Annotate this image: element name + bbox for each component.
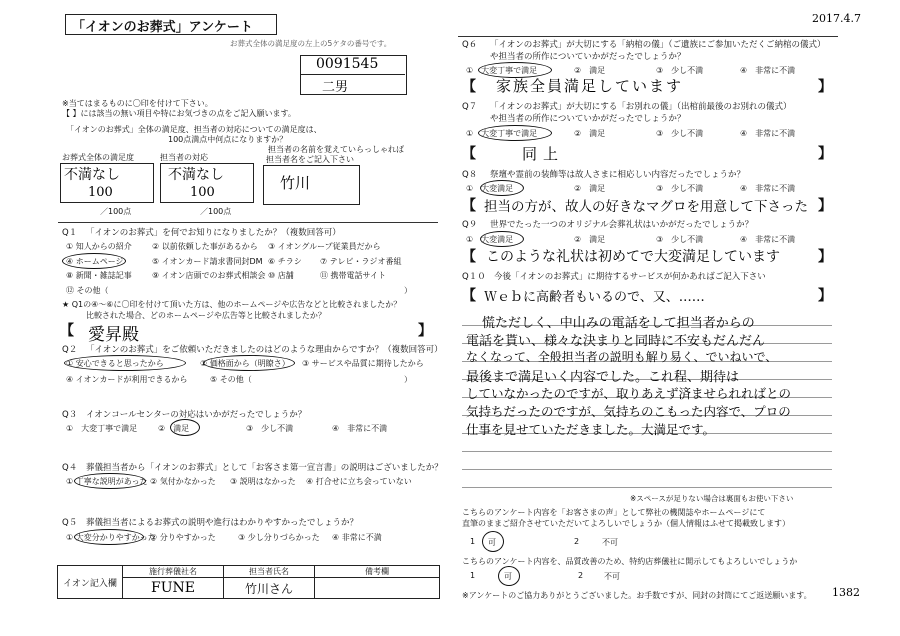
staff-name-box[interactable] <box>263 165 360 205</box>
consent2-n2: 2 <box>578 571 584 580</box>
relation: 二男 <box>322 80 349 95</box>
q1-option-6[interactable]: ⑥ チラシ <box>268 257 302 266</box>
overall-comment: 不満なし <box>64 167 120 183</box>
q7-option-2[interactable]: ② 満足 <box>574 129 606 138</box>
q1-selected-mark <box>62 253 126 269</box>
q1-number: Q１ <box>62 228 78 238</box>
q2-option-4[interactable]: ④ イオンカードが利用できるから <box>66 375 188 384</box>
comment-line-6: 気持ちだったのですが、気持ちのこもった内容で、プロの <box>466 404 791 419</box>
staff-name-header: 担当者氏名 <box>224 566 315 578</box>
q9-option-4[interactable]: ④ 非常に不満 <box>740 235 796 244</box>
q5-option-4[interactable]: ④ 非常に不満 <box>332 533 382 542</box>
q7-option-3[interactable]: ③ 少し不満 <box>656 129 704 138</box>
q6-text: 「イオンのお葬式」が大切にする「納棺の儀」（ご遺族にご参加いただくご納棺の儀式） <box>490 40 826 50</box>
consent1-yes[interactable]: 可 <box>488 538 496 547</box>
q8-option-2[interactable]: ② 満足 <box>574 184 606 193</box>
q4-selected-mark <box>74 473 146 489</box>
overall-score-value: 100 <box>88 185 113 200</box>
remarks-header: 備考欄 <box>315 566 440 578</box>
q4-number: Q４ <box>62 463 78 473</box>
q1-option-4[interactable]: ④ ホームページ <box>66 257 124 266</box>
entry-label: イオン記入欄 <box>58 566 123 599</box>
consent1-n1: 1 <box>470 537 476 546</box>
remarks-value[interactable] <box>315 578 440 599</box>
overall-unit: ／100点 <box>100 207 132 216</box>
q5-option-3[interactable]: ③ 少し分りづらかった <box>238 533 320 542</box>
q5-option-1[interactable]: ① 大変分かりやすかった <box>66 533 156 542</box>
q3-selected-mark <box>170 419 200 436</box>
note-2: 【 】には該当の無い項目や特にお気づきの点をご記入願います。 <box>62 109 296 118</box>
q2-option-2[interactable]: ② 価格面から（明瞭さ） <box>200 359 290 368</box>
q4-option-1[interactable]: ① 丁寧な説明があった <box>66 477 148 486</box>
aeon-entry-table <box>57 565 440 599</box>
q1-option-9[interactable]: ⑨ イオン店頭でのお葬式相談会 <box>152 271 266 280</box>
q9-option-3[interactable]: ③ 少し不満 <box>656 235 704 244</box>
consent1-text-2: 直筆のままご紹介させていただいてよろしいでしょうか（個人情報はふせて掲載致します） <box>462 519 790 528</box>
q1-option-8[interactable]: ⑧ 新聞・雑誌記事 <box>66 271 132 280</box>
q4-option-4[interactable]: ④ 打合せに立ち会っていない <box>306 477 412 486</box>
consent2-text: こちらのアンケート内容を、品質改善のため、特約店葬儀社に開示してもよろしいでしょうか <box>462 557 798 566</box>
intro-2: 100点満点中何点になりますか？ <box>168 135 288 144</box>
q8-option-1[interactable]: ① 大変満足 <box>466 184 514 193</box>
q7-answer: 同上 <box>522 145 565 163</box>
consent2-n1: 1 <box>470 571 476 580</box>
id-number: 0091545 <box>316 56 379 72</box>
staff-name-label-1: 担当者の名前を覚えていらっしゃれば <box>268 145 404 154</box>
header-date: 2017.4.7 <box>812 12 861 25</box>
q8-option-3[interactable]: ③ 少し不満 <box>656 184 704 193</box>
q3-option-1[interactable]: ① 大変丁寧で満足 <box>66 424 138 433</box>
q4-option-2[interactable]: ② 気付かなかった <box>150 477 216 486</box>
q10-number: Q１０ <box>462 272 486 282</box>
q10-text: 今後「イオンのお葬式」に期待するサービスが何かあればご記入下さい <box>494 272 766 282</box>
q8-option-4[interactable]: ④ 非常に不満 <box>740 184 796 193</box>
q5-selected-mark <box>74 529 144 545</box>
q1-option-3[interactable]: ③ イオングループ従業員だから <box>268 242 381 251</box>
page: 「イオンのお葬式」アンケート お葬式全体の満足度の左上の5ケタの番号です。 0091545 二男 ※当てはまるものに〇印を付けて下さい。 【 】には該当の無い項目や特にお気づきの点をご記入願います。 「イオンのお葬式」全体の満足度、担当者の対応についての満足度は、 100点満点中何点になりますか？ お葬式全体の満足度 不満なし 100 ／100点 担当者の対応 不満なし 100 ／100点 担当者の名前を覚えていらっしゃれば 担当者名をご記入下さい 竹川 Q１ 「イオンのお葬式」を何でお知りになりましたか？（複数回答可） ① 知人からの紹介 ② 以前依頼した事があるから ③ イオングループ従業員だから ④ ホームページ ⑤ イオンカード請求書同封DM ⑥ チラシ ⑦ テレビ・ラジオ番組 ⑧ 新聞・雑誌記事 ⑨ イオン店頭でのお葬式相談会 ⑩ 店舗 ⑪ 携帯電話サイト ⑫ その他（ ） ★ Q1の④～⑥に〇印を付けて頂いた方は、他のホームページや広告などと比較されましたか？ 比較された場合、どのホームページや広告等と比較されましたか？ 【 愛昇殿 】 Q２ 「イオンのお葬式」をご依頼いただきましたのはどのような理由からですか？（複数回答可） ① 安心できると思ったから ② 価格面から（明瞭さ） ③ サービスや品質に期待したから ④ イオンカードが利用できるから ⑤ その他（ ） Q３ イオンコールセンターの対応はいかがだったでしょうか？ ① 大変丁寧で満足 ② 満足 ③ 少し不満 ④ 非常に不満 Q４ 葬儀担当者から「イオンのお葬式」として「お客さま第一宣言書」の説明はございましたか？ ① 丁寧な説明があった ② 気付かなかった ③ 説明はなかった ④ 打合せに立ち会っていない Q５ 葬儀担当者によるお葬式の説明や進行はわかりやすかったでしょうか？ ① 大変分かりやすかった ② 分りやすかった ③ 少し分りづらかった ④ 非常に不満 イオン記入欄 施行葬儀社名 担当者氏名 備考欄 FUNE 竹川さん 2017.4.7 Q６ 「イオンのお葬式」が大切にする「納棺の儀」（ご遺族にご参加いただくご納棺の儀式） や担当者の所作についていかがだったでしょうか？ ① 大変丁寧で満足 ② 満足 ③ 少し不満 ④ 非常に不満 【 家族全員満足しています 】 Q７ 「イオンのお葬式」が大切にする「お別れの儀」（出棺前最後のお別れの儀式） や担当者の所作についていかがだったでしょうか？ ① 大変丁寧で満足 ② 満足 ③ 少し不満 ④ 非常に不満 【 同上 】 Q８ 祭壇や霊前の装飾等は故人さまに相応しい内容だったでしょうか？ ① 大変満足 ② 満足 ③ 少し不満 ④ 非常に不満 【 担当の方が、故人の好きなマグロを用意して下さった 】 Q９ 世界でたった一つのオリジナル会葬礼状はいかがだったでしょうか？ ① 大変満足 ② 満足 ③ 少し不満 ④ 非常に不満 【 このような礼状は初めてで大変満足しています 】 Q１０ 今後「イオンのお葬式」に期待するサービスが何かあればご記入下さい 【 Ｗｅｂに高齢者もいるので、又、…… 】 慌ただしく、中山みの電話をして担当者からの 電話を貰い、様々な決まりと同時に不安もだんだん なくなって、全般担当者の説明も解り易く、でいねいで、 最後まで満足いく内容でした。これ程、期待は していなかったのですが、取りあえず済ませられればとの 気持ちだったのですが、気持ちのこもった内容で、プロの 仕事を見せていただきました。大満足です。 ※スペースが足りない場合は裏面もお使い下さい こちらのアンケート内容を「お客さまの声」として弊社の機関誌やホームページにて 直筆のままご紹介させていただいてよろしいでしょうか（個人情報はふせて掲載致します） 1 可 2 不可 こちらのアンケート内容を、品質改善のため、特約店葬儀社に開示してもよろしいでしょうか 1 可 2 不可 ※アンケートのご協力ありがとうございました。お手数ですが、同封の封筒にてご返送願います。 1382 <box>0 0 900 636</box>
note-1: ※当てはまるものに〇印を付けて下さい。 <box>62 99 213 108</box>
q10-answer: Ｗｅｂに高齢者もいるので、又、…… <box>484 290 705 305</box>
q2-selected-mark-2 <box>203 355 295 371</box>
q7-number: Q７ <box>462 102 478 112</box>
q1-option-2[interactable]: ② 以前依頼した事があるから <box>152 242 258 251</box>
q9-answer: このような礼状は初めてで大変満足しています <box>486 249 780 265</box>
q5-text: 葬儀担当者によるお葬式の説明や進行はわかりやすかったでしょうか？ <box>86 518 359 528</box>
q6-text-2: や担当者の所作についていかがだったでしょうか？ <box>490 52 686 62</box>
bottom-number: 1382 <box>832 586 860 599</box>
consent2-selected-mark <box>498 566 520 586</box>
q1-option-12[interactable]: ⑫ その他（ <box>66 286 109 295</box>
q2-option-1[interactable]: ① 安心できると思ったから <box>66 359 164 368</box>
q7-option-1[interactable]: ① 大変丁寧で満足 <box>466 129 538 138</box>
q6-option-2[interactable]: ② 満足 <box>574 66 606 75</box>
q2-text: 「イオンのお葬式」をご依頼いただきましたのはどのような理由からですか？（複数回答可） <box>86 345 443 355</box>
q8-number: Q８ <box>462 170 478 180</box>
q8-answer: 担当の方が、故人の好きなマグロを用意して下さった <box>484 199 808 215</box>
q1-option-7[interactable]: ⑦ テレビ・ラジオ番組 <box>320 257 402 266</box>
q1-option-1[interactable]: ① 知人からの紹介 <box>66 242 132 251</box>
q6-number: Q６ <box>462 40 478 50</box>
q5-number: Q５ <box>62 518 78 528</box>
q1-followup-1: ★ Q1の④～⑥に〇印を付けて頂いた方は、他のホームページや広告などと比較されましたか？ <box>62 300 402 309</box>
q7-text-2: や担当者の所作についていかがだったでしょうか？ <box>490 114 686 124</box>
consent1-no[interactable]: 不可 <box>602 538 618 547</box>
q3-text: イオンコールセンターの対応はいかがだったでしょうか？ <box>86 410 307 420</box>
q3-number: Q３ <box>62 410 78 420</box>
header-fragment: お葬式全体の満足度の左上の5ケタの番号です。 <box>230 39 392 48</box>
overall-score-label: お葬式全体の満足度 <box>62 153 134 162</box>
staff-name-value: 竹川 <box>280 174 311 192</box>
consent1-text-1: こちらのアンケート内容を「お客さまの声」として弊社の機関誌やホームページにて <box>462 508 766 517</box>
q1-option-5[interactable]: ⑤ イオンカード請求書同封DM <box>152 257 263 266</box>
q9-selected-mark <box>480 231 524 247</box>
staff-name-value-footer[interactable]: 竹川さん <box>224 578 315 599</box>
q9-option-1[interactable]: ① 大変満足 <box>466 235 514 244</box>
q9-number: Q９ <box>462 220 478 230</box>
consent1-n2: 2 <box>574 537 580 546</box>
q9-text: 世界でたった一つのオリジナル会葬礼状はいかがだったでしょうか？ <box>490 220 754 230</box>
comment-line-2: 電話を貰い、様々な決まりと同時に不安もだんだん <box>466 334 766 349</box>
thanks-note: ※アンケートのご協力ありがとうございました。お手数ですが、同封の封筒にてご返送願います。 <box>462 591 812 600</box>
staff-unit: ／100点 <box>200 207 232 216</box>
funeral-company-value[interactable]: FUNE <box>123 578 224 599</box>
q5-option-2[interactable]: ② 分りやすかった <box>150 533 216 542</box>
q1-answer: 愛昇殿 <box>88 325 139 345</box>
staff-name-label-2: 担当者名をご記入下さい <box>266 155 354 164</box>
comment-line-3: なくなって、全般担当者の説明も解り易く、でいねいで、 <box>466 350 778 364</box>
q4-option-3[interactable]: ③ 説明はなかった <box>230 477 296 486</box>
intro-1: 「イオンのお葬式」全体の満足度、担当者の対応についての満足度は、 <box>66 125 322 134</box>
comment-line-4: 最後まで満足いく内容でした。これ程、期待は <box>466 370 740 385</box>
q3-option-4[interactable]: ④ 非常に不満 <box>332 424 388 433</box>
consent1-selected-mark <box>482 531 504 552</box>
page-title: 「イオンのお葬式」アンケート <box>72 20 253 35</box>
q1-text: 「イオンのお葬式」を何でお知りになりましたか？（複数回答可） <box>86 228 341 238</box>
q9-option-2[interactable]: ② 満足 <box>574 235 606 244</box>
q7-text: 「イオンのお葬式」が大切にする「お別れの儀」（出棺前最後のお別れの儀式） <box>490 102 792 112</box>
q2-option-5[interactable]: ⑤ その他（ <box>210 375 252 384</box>
funeral-company-header: 施行葬儀社名 <box>123 566 224 578</box>
q6-answer: 家族全員満足しています <box>496 77 684 95</box>
q2-option-3[interactable]: ③ サービスや品質に期待したから <box>302 359 424 368</box>
consent2-no[interactable]: 不可 <box>604 572 620 581</box>
q1-option-10[interactable]: ⑩ 店舗 <box>268 271 294 280</box>
q7-option-4[interactable]: ④ 非常に不満 <box>740 129 796 138</box>
q1-option-11[interactable]: ⑪ 携帯電話サイト <box>320 271 386 280</box>
q8-text: 祭壇や霊前の装飾等は故人さまに相応しい内容だったでしょうか？ <box>490 170 746 180</box>
q3-option-3[interactable]: ③ 少し不満 <box>246 424 294 433</box>
q6-option-3[interactable]: ③ 少し不満 <box>656 66 704 75</box>
q4-text: 葬儀担当者から「イオンのお葬式」として「お客さま第一宣言書」の説明はございましたか？ <box>86 463 443 473</box>
staff-comment: 不満なし <box>168 167 224 183</box>
staff-score-value: 100 <box>190 185 215 200</box>
staff-score-label: 担当者の対応 <box>160 153 208 162</box>
q2-selected-mark-1 <box>64 355 186 371</box>
comment-line-1: 慌ただしく、中山みの電話をして担当者からの <box>482 316 755 331</box>
space-note: ※スペースが足りない場合は裏面もお使い下さい <box>630 494 794 503</box>
q6-option-1[interactable]: ① 大変丁寧で満足 <box>466 66 538 75</box>
q7-selected-mark <box>478 125 552 141</box>
q8-selected-mark <box>480 180 524 196</box>
comment-line-5: していなかったのですが、取りあえず済ませられればとの <box>466 386 792 401</box>
comment-line-7: 仕事を見せていただきました。大満足です。 <box>466 422 716 437</box>
q2-number: Q２ <box>62 345 78 355</box>
q3-option-2[interactable]: ② 満足 <box>158 424 190 433</box>
consent2-yes[interactable]: 可 <box>504 572 512 581</box>
q6-option-4[interactable]: ④ 非常に不満 <box>740 66 796 75</box>
q1-followup-2: 比較された場合、どのホームページや広告等と比較されましたか？ <box>86 311 326 320</box>
